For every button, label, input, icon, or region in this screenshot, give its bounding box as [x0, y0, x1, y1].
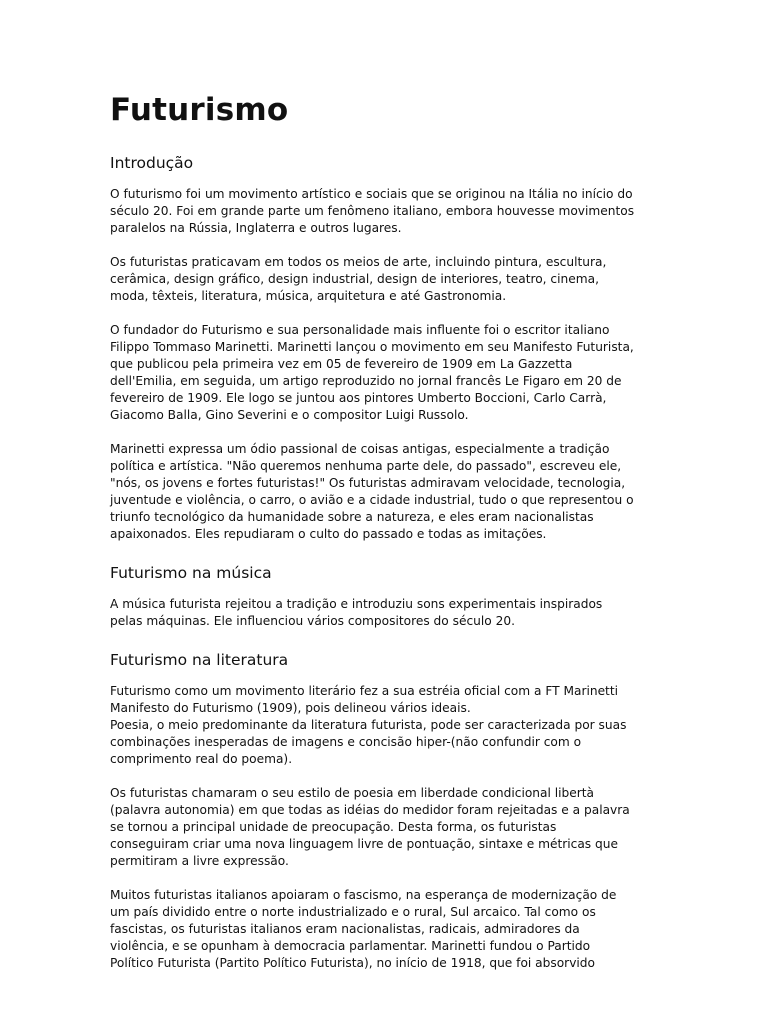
text-line: "nós, os jovens e fortes futuristas!" Os futuristas admiravam velocidade, tecnologia, [110, 476, 626, 490]
text-line: conseguiram criar uma nova linguagem livre de pontuação, sintaxe e métricas que [110, 837, 618, 851]
document-title: Futurismo [110, 92, 289, 128]
paragraph [110, 254, 662, 305]
text-line: Os futuristas chamaram o seu estilo de poesia em liberdade condicional libertà [110, 786, 595, 800]
paragraph [110, 322, 662, 424]
text-line: moda, têxteis, literatura, música, arquitetura e até Gastronomia. [110, 289, 507, 303]
text-line: combinações inesperadas de imagens e concisão hiper-(não confundir com o [110, 735, 582, 749]
paragraph [110, 683, 662, 768]
paragraph [110, 785, 662, 870]
text-line: comprimento real do poema). [110, 752, 293, 766]
text-line: fevereiro de 1909. Ele logo se juntou aos pintores Umberto Boccioni, Carlo Carrà, [110, 391, 607, 405]
text-line: juventude e violência, o carro, o avião e a cidade industrial, tudo o que representou o [110, 493, 634, 507]
text-line: triunfo tecnológico da humanidade sobre a natureza, e eles eram nacionalistas [110, 510, 594, 524]
text-line: (palavra autonomia) em que todas as idéias do medidor foram rejeitadas e a palavra [110, 803, 630, 817]
paragraph [110, 596, 662, 630]
text-line: um país dividido entre o norte industrializado e o rural, Sul arcaico. Tal como os [110, 905, 596, 919]
document-page [110, 88, 662, 972]
text-line: A música futurista rejeitou a tradição e introduziu sons experimentais inspirados [110, 597, 603, 611]
text-line: dell'Emilia, em seguida, um artigo reproduzido no jornal francês Le Figaro em 20 de [110, 374, 622, 388]
text-line: O fundador do Futurismo e sua personalidade mais influente foi o escritor italiano [110, 323, 610, 337]
text-line: cerâmica, design gráfico, design industrial, design de interiores, teatro, cinema, [110, 272, 599, 286]
paragraph [110, 186, 662, 237]
text-line: Giacomo Balla, Gino Severini e o compositor Luigi Russolo. [110, 408, 469, 422]
paragraph [110, 441, 662, 543]
text-line: Os futuristas praticavam em todos os meios de arte, incluindo pintura, escultura, [110, 255, 607, 269]
section-heading-musica: Futurismo na música [110, 564, 272, 582]
text-line: Político Futurista (Partito Político Futurista), no início de 1918, que foi absorvido [110, 956, 595, 970]
text-line: permitiram a livre expressão. [110, 854, 289, 868]
paragraph [110, 887, 662, 972]
text-line: se tornou a principal unidade de preocupação. Desta forma, os futuristas [110, 820, 557, 834]
text-line: Muitos futuristas italianos apoiaram o fascismo, na esperança de modernização de [110, 888, 617, 902]
text-line: O futurismo foi um movimento artístico e sociais que se originou na Itália no início do [110, 187, 633, 201]
text-line: Futurismo como um movimento literário fez a sua estréia oficial com a FT Marinetti [110, 684, 619, 698]
text-line: Marinetti expressa um ódio passional de coisas antigas, especialmente a tradição [110, 442, 610, 456]
text-line: Manifesto do Futurismo (1909), pois delineou vários ideais. [110, 701, 471, 715]
text-line: paralelos na Rússia, Inglaterra e outros lugares. [110, 221, 402, 235]
text-line: século 20. Foi em grande parte um fenômeno italiano, embora houvesse movimentos [110, 204, 635, 218]
text-line: Poesia, o meio predominante da literatura futurista, pode ser caracterizada por suas [110, 718, 627, 732]
section-heading-literatura: Futurismo na literatura [110, 651, 289, 669]
text-line: violência, e se opunham à democracia parlamentar. Marinetti fundou o Partido [110, 939, 591, 953]
text-line: apaixonados. Eles repudiaram o culto do passado e todas as imitações. [110, 527, 547, 541]
text-line: Filippo Tommaso Marinetti. Marinetti lançou o movimento em seu Manifesto Futurista, [110, 340, 634, 354]
section-heading-introducao: Introdução [110, 154, 194, 172]
text-line: pelas máquinas. Ele influenciou vários compositores do século 20. [110, 614, 515, 628]
text-line: política e artística. "Não queremos nenhuma parte dele, do passado", escreveu ele, [110, 459, 622, 473]
text-line: fascistas, os futuristas italianos eram nacionalistas, radicais, admiradores da [110, 922, 580, 936]
text-line: que publicou pela primeira vez em 05 de fevereiro de 1909 em La Gazzetta [110, 357, 573, 371]
